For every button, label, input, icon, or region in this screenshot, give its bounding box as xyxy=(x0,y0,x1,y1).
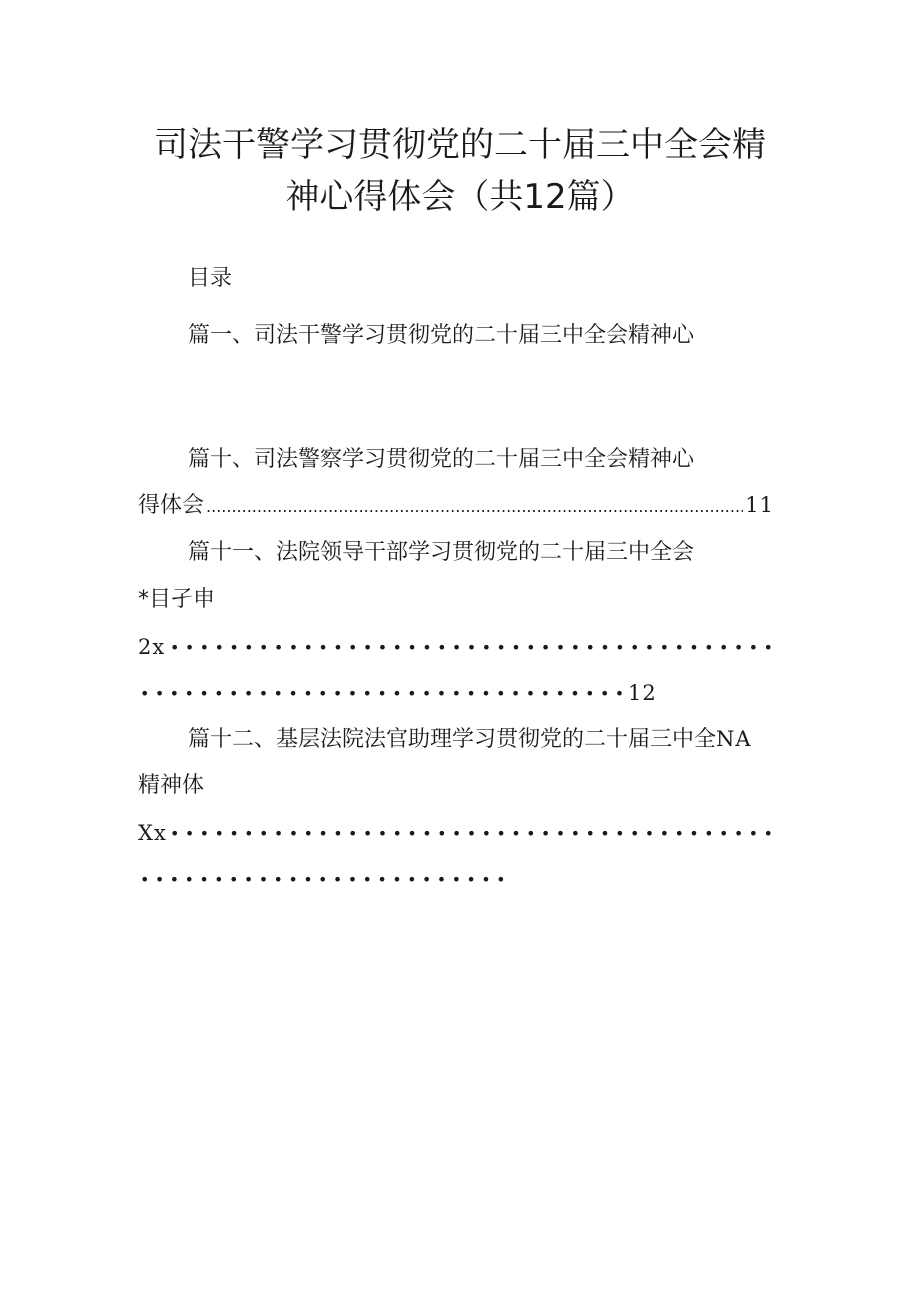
toc-entry-11-title[interactable]: 篇十一、法院领导干部学习贯彻党的二十届三中全会 xyxy=(188,540,695,565)
toc-entry-10-continuation: 得体会 xyxy=(138,493,205,518)
toc-entry-1-title[interactable]: 篇一、司法干警学习贯彻党的二十届三中全会精神心 xyxy=(188,323,695,348)
toc-entry-12-prefix: Xx xyxy=(138,821,167,845)
toc-entry-11-bullet-leader-2 xyxy=(140,686,626,702)
toc-entry-12-bullet-leader-1 xyxy=(170,826,776,842)
toc-entry-11-continuation: *目孑申 xyxy=(138,587,216,612)
toc-entry-11-prefix: 2x xyxy=(138,635,166,659)
toc-entry-11-page-number: 12 xyxy=(628,681,657,705)
toc-entry-10-page-number: 11 xyxy=(745,493,774,517)
toc-entry-10-leader-row[interactable] xyxy=(138,495,774,517)
toc-entry-10-dot-leader xyxy=(206,495,743,517)
toc-entry-12-bullet-leader-2 xyxy=(140,872,506,888)
toc-entry-12-title-row[interactable] xyxy=(188,729,752,751)
document-title-line-1: 司法干警学习贯彻党的二十届三中全会精 xyxy=(154,125,766,165)
toc-entry-12-continuation: 精神体 xyxy=(138,773,205,798)
toc-entry-12-title: 篇十二、基层法院法官助理学习贯彻党的二十届三中全 xyxy=(188,727,717,752)
toc-entry-11-bullet-leader-1 xyxy=(170,640,776,656)
toc-heading: 目录 xyxy=(188,266,233,291)
toc-entry-10-title[interactable]: 篇十、司法警察学习贯彻党的二十届三中全会精神心 xyxy=(188,447,695,472)
document-title-line-2: 神心得体会（共12篇） xyxy=(285,177,635,217)
toc-entry-12-suffix: NA xyxy=(716,727,752,751)
